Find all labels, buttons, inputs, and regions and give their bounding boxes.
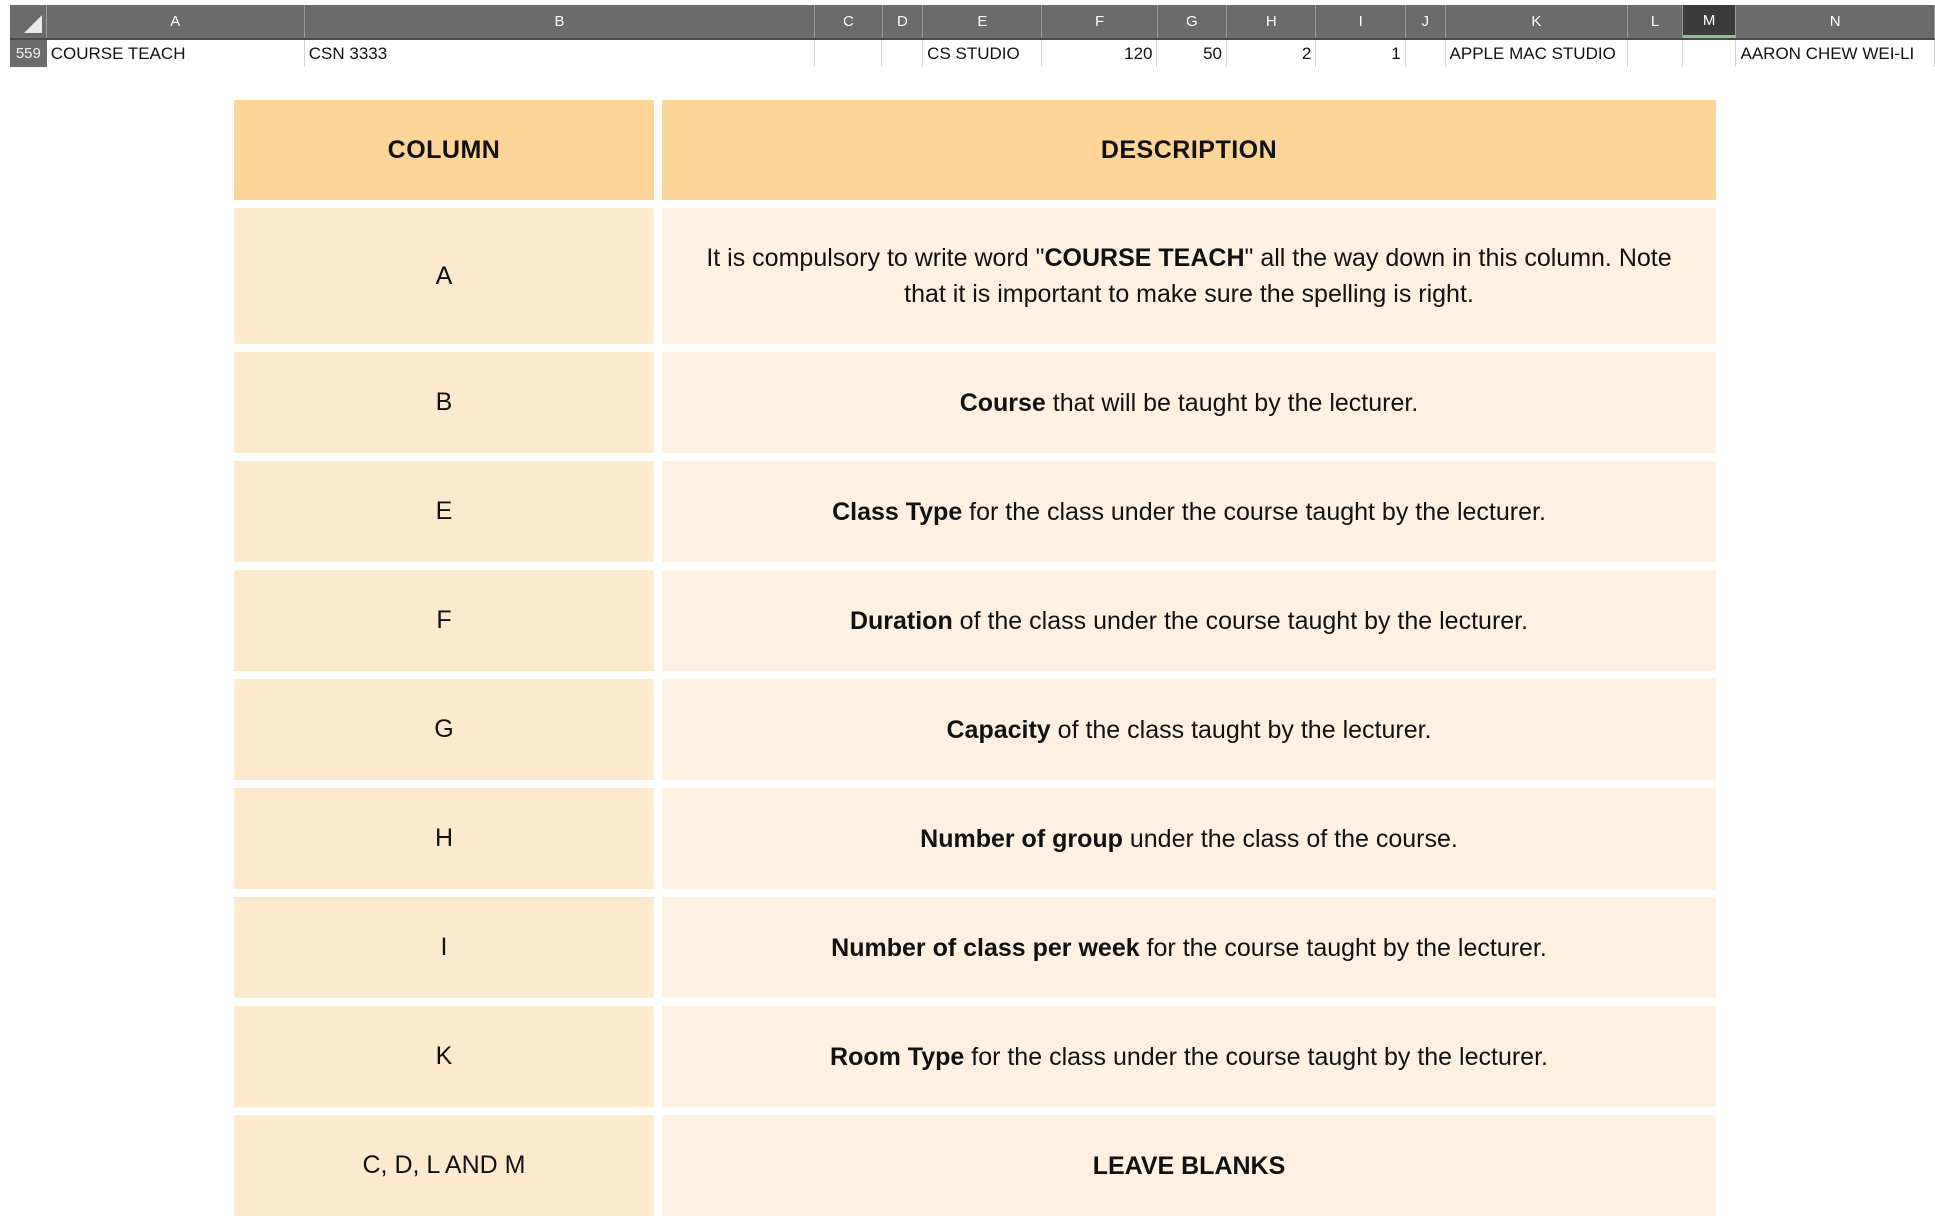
- header-column: COLUMN: [234, 100, 654, 200]
- desc-bold: Course: [959, 388, 1046, 417]
- desc-bold: Capacity: [946, 715, 1051, 744]
- row-description: [662, 461, 1716, 562]
- desc-bold: Room Type: [830, 1042, 965, 1071]
- desc-bold: Duration: [849, 606, 953, 635]
- column-header-i[interactable]: I: [1316, 5, 1405, 38]
- row-description: [662, 570, 1716, 671]
- column-header-k[interactable]: K: [1446, 5, 1629, 38]
- desc-text: for the class under the course taught by the lecturer.: [964, 1042, 1548, 1071]
- cell-l[interactable]: [1628, 40, 1683, 67]
- desc-text: that will be taught by the lecturer.: [1045, 388, 1419, 417]
- desc-text: of the class taught by the lecturer.: [1050, 715, 1432, 744]
- table-header-row: [234, 100, 1716, 200]
- cell-j[interactable]: [1406, 40, 1446, 67]
- row-description: [662, 897, 1716, 998]
- select-all-triangle-icon: [24, 15, 42, 33]
- row-column: I: [234, 897, 654, 998]
- table-row: [234, 679, 1716, 780]
- column-header-m[interactable]: M: [1683, 5, 1737, 38]
- table-row: [234, 461, 1716, 562]
- column-header-c[interactable]: C: [815, 5, 883, 38]
- column-header-d[interactable]: D: [883, 5, 924, 38]
- desc-bold: LEAVE BLANKS: [1092, 1151, 1286, 1180]
- row-description: [662, 352, 1716, 453]
- cell-f[interactable]: 120: [1042, 40, 1157, 67]
- cell-h[interactable]: 2: [1227, 40, 1316, 67]
- column-header-e[interactable]: E: [923, 5, 1042, 38]
- table-row: [234, 208, 1716, 344]
- row-column: C, D, L AND M: [234, 1115, 654, 1216]
- cell-i[interactable]: 1: [1316, 40, 1405, 67]
- select-all-corner[interactable]: [10, 5, 47, 38]
- column-header-j[interactable]: J: [1406, 5, 1446, 38]
- column-header-g[interactable]: G: [1158, 5, 1228, 38]
- cell-c[interactable]: [815, 40, 883, 67]
- column-description-table: [234, 100, 1716, 1224]
- row-column: E: [234, 461, 654, 562]
- row-column: A: [234, 208, 654, 344]
- table-row: [234, 897, 1716, 998]
- row-column: B: [234, 352, 654, 453]
- cell-g[interactable]: 50: [1157, 40, 1227, 67]
- table-row: [234, 570, 1716, 671]
- cell-d[interactable]: [882, 40, 923, 67]
- desc-text: for the course taught by the lecturer.: [1139, 933, 1547, 962]
- row-description: [662, 788, 1716, 889]
- table-row: [234, 1006, 1716, 1107]
- desc-text: It is compulsory to write word ": [706, 244, 1045, 272]
- row-description: [662, 208, 1716, 344]
- desc-bold: COURSE TEACH: [1044, 244, 1245, 272]
- table-row: [234, 1115, 1716, 1216]
- column-header-h[interactable]: H: [1227, 5, 1316, 38]
- desc-bold: Class Type: [832, 497, 963, 526]
- table-row: [234, 788, 1716, 889]
- cell-e[interactable]: CS STUDIO: [923, 40, 1042, 67]
- desc-text: of the class under the course taught by the lecturer.: [952, 606, 1529, 635]
- column-header-n[interactable]: N: [1736, 5, 1935, 38]
- column-header-f[interactable]: F: [1042, 5, 1157, 38]
- desc-bold: Number of group: [920, 824, 1123, 853]
- row-number[interactable]: 559: [10, 40, 47, 67]
- cell-k[interactable]: APPLE MAC STUDIO: [1446, 40, 1629, 67]
- row-description: [662, 1115, 1716, 1216]
- spreadsheet-row: [10, 40, 1935, 67]
- desc-text: " all the way down in this column. Note that it is important to make sure the spelling is right.: [904, 244, 1672, 308]
- column-header-a[interactable]: A: [47, 5, 305, 38]
- row-column: F: [234, 570, 654, 671]
- table-row: [234, 352, 1716, 453]
- column-header-b[interactable]: B: [305, 5, 815, 38]
- desc-text: under the class of the course.: [1122, 824, 1458, 853]
- row-column: H: [234, 788, 654, 889]
- row-description: [662, 679, 1716, 780]
- row-column: G: [234, 679, 654, 780]
- cell-b[interactable]: CSN 3333: [305, 40, 815, 67]
- cell-a[interactable]: COURSE TEACH: [47, 40, 305, 67]
- cell-m[interactable]: [1683, 40, 1737, 67]
- cell-n[interactable]: AARON CHEW WEI-LI: [1736, 40, 1935, 67]
- column-header-l[interactable]: L: [1628, 5, 1683, 38]
- row-description: [662, 1006, 1716, 1107]
- spreadsheet-strip: [10, 5, 1935, 67]
- row-column: K: [234, 1006, 654, 1107]
- desc-bold: Number of class per week: [831, 933, 1140, 962]
- header-description: DESCRIPTION: [662, 100, 1716, 200]
- column-header-row: [10, 5, 1935, 40]
- desc-text: for the class under the course taught by the lecturer.: [962, 497, 1546, 526]
